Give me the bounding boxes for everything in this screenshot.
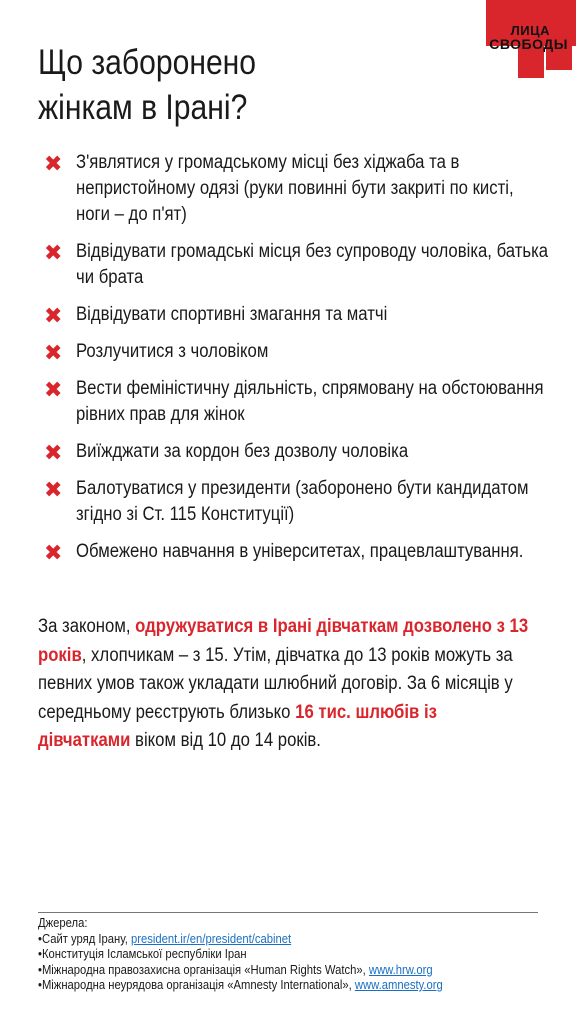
brand-logo bbox=[480, 0, 576, 80]
cross-mark-icon: ✖ bbox=[44, 377, 63, 402]
list-item bbox=[44, 376, 554, 428]
cross-mark-icon: ✖ bbox=[44, 340, 63, 365]
logo-text-line1: ЛИЦА bbox=[510, 23, 550, 38]
paragraph-text: , хлопчикам – з 15. Утім, дівчатка до 13 років можуть за певних умов також укладати шлюбний договір. За 6 місяців у середньому реєструють близько bbox=[38, 644, 513, 723]
list-item-text: Відвідувати спортивні змагання та матчі bbox=[76, 304, 388, 325]
source-text: •Міжнародна правозахисна організація «Human Rights Watch», bbox=[38, 962, 369, 977]
highlight-text: 16 тис. шлюбів із дівчатками bbox=[38, 701, 437, 751]
source-text: •Сайт уряд Ірану, bbox=[38, 931, 132, 946]
marriage-age-paragraph bbox=[38, 613, 531, 756]
source-entry bbox=[38, 947, 506, 963]
sources-section bbox=[38, 916, 558, 994]
paragraph-text: віком від 10 до 14 років. bbox=[130, 730, 321, 751]
source-text: •Конституція Ісламської республіки Іран bbox=[38, 947, 247, 961]
cross-mark-icon: ✖ bbox=[44, 303, 63, 328]
page-title bbox=[38, 40, 256, 130]
list-item-text: З'являтися у громадському місці без хіджаба та в непристойному одязі (руки повинні бути закриті по кисті, ноги – до п'ят) bbox=[76, 152, 514, 225]
divider bbox=[38, 912, 538, 913]
list-item-text: Вести феміністичну діяльність, спрямовану на обстоювання рівних прав для жінок bbox=[76, 378, 544, 425]
prohibitions-list bbox=[44, 150, 554, 576]
list-item-text: Балотуватися у президенти (заборонено бути кандидатом згідно зі Ст. 115 Конституції) bbox=[76, 478, 529, 525]
logo-text-line2: СВОБОДЫ bbox=[489, 36, 568, 52]
list-item bbox=[44, 239, 554, 291]
list-item bbox=[44, 302, 554, 328]
list-item bbox=[44, 439, 554, 465]
cross-mark-icon: ✖ bbox=[44, 440, 63, 465]
source-entry bbox=[38, 963, 506, 979]
list-item-text: Обмежено навчання в університетах, працевлаштування. bbox=[76, 541, 524, 562]
cross-mark-icon: ✖ bbox=[44, 540, 63, 565]
title-line-2: жінкам в Ірані? bbox=[38, 88, 248, 127]
list-item bbox=[44, 539, 554, 565]
sources-heading: Джерела: bbox=[38, 916, 88, 930]
source-entry bbox=[38, 978, 506, 994]
cross-mark-icon: ✖ bbox=[44, 477, 63, 502]
source-text: •Міжнародна неурядова організація «Amnesty International», bbox=[38, 978, 355, 992]
list-item bbox=[44, 150, 554, 228]
list-item-text: Відвідувати громадські місця без супроводу чоловіка, батька чи брата bbox=[76, 241, 549, 288]
list-item-text: Виїжджати за кордон без дозволу чоловіка bbox=[76, 441, 409, 462]
source-link[interactable]: www.hrw.org bbox=[368, 962, 433, 977]
paragraph-text: За законом, bbox=[38, 616, 136, 637]
list-item bbox=[44, 476, 554, 528]
list-item bbox=[44, 339, 554, 365]
source-link[interactable]: www.amnesty.org bbox=[354, 978, 443, 992]
highlight-text: одружуватися в Ірані дівчаткам дозволено з 13 років bbox=[38, 616, 529, 666]
cross-mark-icon: ✖ bbox=[44, 151, 63, 176]
list-item-text: Розлучитися з чоловіком bbox=[76, 341, 269, 362]
source-link[interactable]: president.ir/en/president/cabinet bbox=[131, 931, 292, 946]
source-entry bbox=[38, 932, 506, 948]
title-line-1: Що заборонено bbox=[38, 43, 257, 82]
cross-mark-icon: ✖ bbox=[44, 240, 63, 265]
